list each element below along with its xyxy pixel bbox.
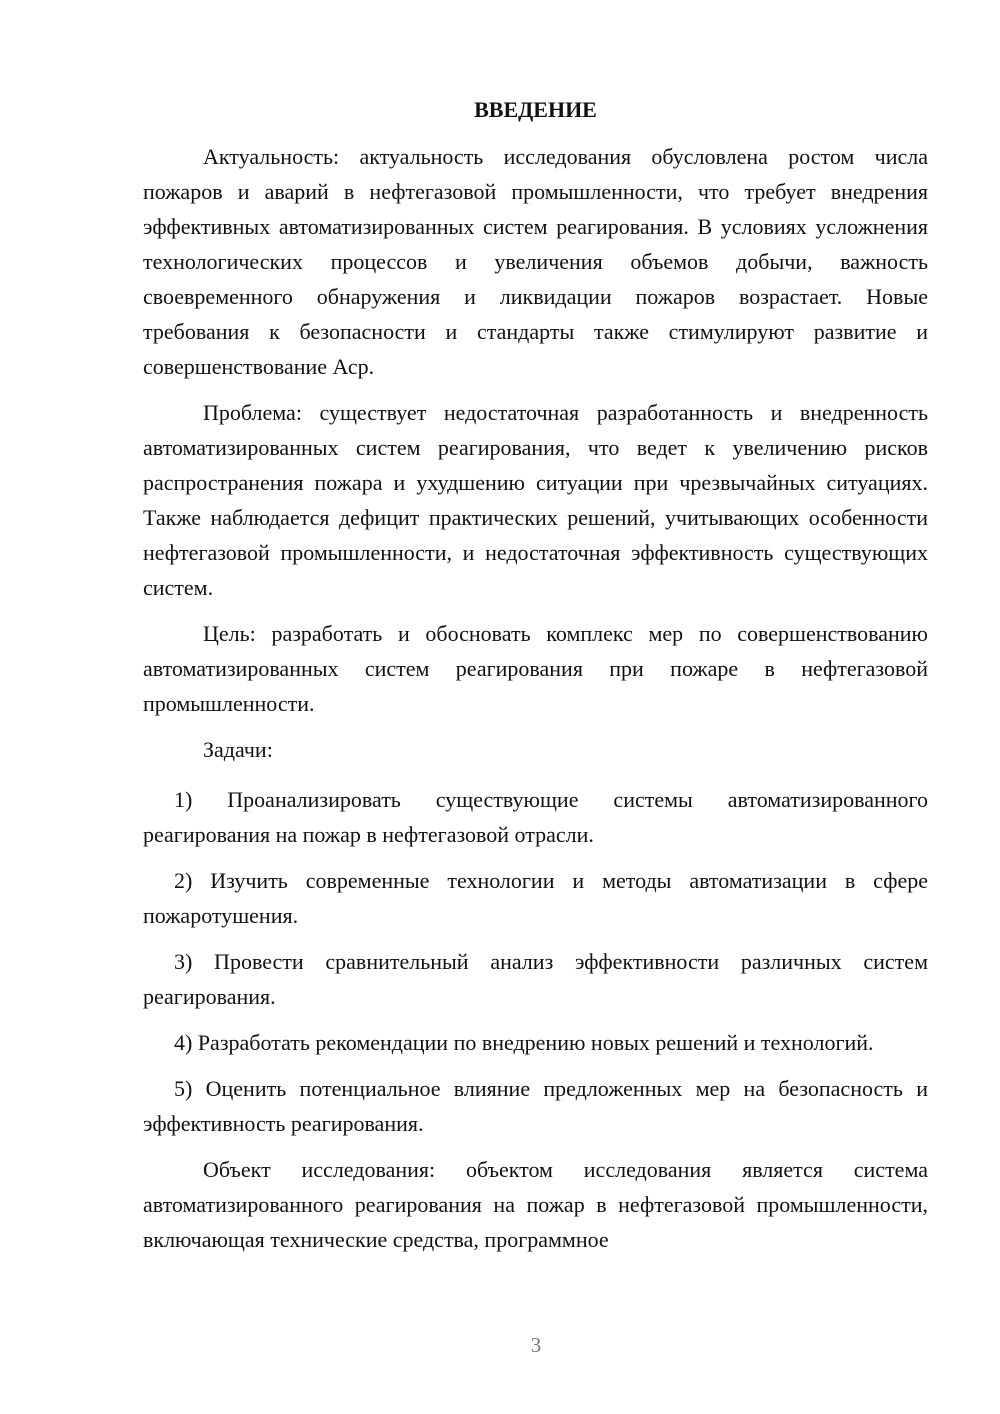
task-item: 5) Оценить потенциальное влияние предложенных мер на безопасность и эффективность реагирования. bbox=[143, 1076, 928, 1136]
tasks-label: Задачи: bbox=[203, 737, 273, 762]
task-item: 1) Проанализировать существующие системы автоматизированного реагирования на пожар в нефтегазовой отрасли. bbox=[143, 787, 928, 847]
paragraph-relevance: Актуальность: актуальность исследования обусловлена ростом числа пожаров и аварий в нефтегазовой промышленности, что требует внедрения эффективных автоматизированных систем реагирования. В условиях усложнения технологических процессов и увеличения объемов добычи, важность своевременного обнаружения и ликвидации пожаров возрастает. Новые требования к безопасности и стандарты также стимулируют развитие и совершенствование Аср. bbox=[143, 144, 928, 379]
paragraph-goal: Цель: разработать и обосновать комплекс мер по совершенствованию автоматизированных систем реагирования при пожаре в нефтегазовой промышленности. bbox=[143, 621, 928, 716]
task-item: 2) Изучить современные технологии и методы автоматизации в сфере пожаротушения. bbox=[143, 868, 928, 928]
section-heading: ВВЕДЕНИЕ bbox=[474, 97, 597, 122]
task-item: 3) Провести сравнительный анализ эффективности различных систем реагирования. bbox=[143, 949, 928, 1009]
page-number: 3 bbox=[530, 1333, 542, 1357]
task-item: 4) Разработать рекомендации по внедрению новых решений и технологий. bbox=[174, 1030, 874, 1055]
paragraph-problem: Проблема: существует недостаточная разработанность и внедренность автоматизированных систем реагирования, что ведет к увеличению рисков распространения пожара и ухудшению ситуации при чрезвычайных ситуациях. Также наблюдается дефицит практических решений, учитывающих особенности нефтегазовой промышленности, и недостаточная эффективность существующих систем. bbox=[143, 400, 928, 600]
document-body bbox=[143, 95, 928, 1268]
paragraph-object: Объект исследования: объектом исследования является система автоматизированного реагирования на пожар в нефтегазовой промышленности, включающая технические средства, программное bbox=[143, 1157, 928, 1252]
